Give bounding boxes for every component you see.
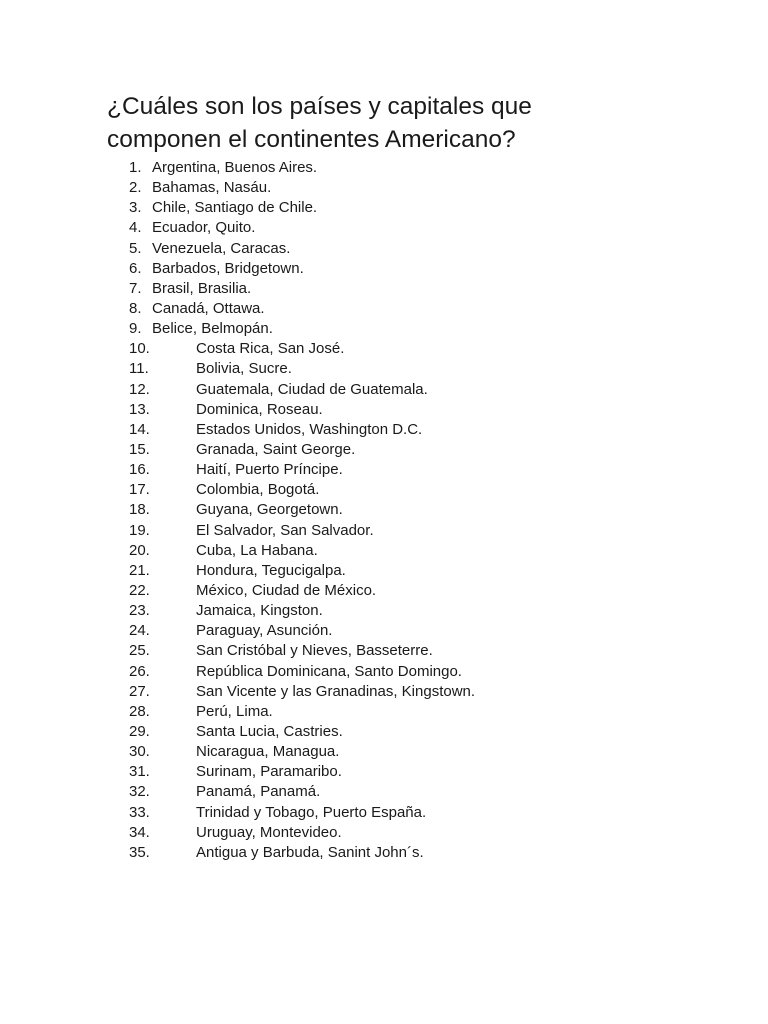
list-item-text: Hondura, Tegucigalpa. [196, 561, 346, 579]
list-item-text: San Vicente y las Granadinas, Kingstown. [196, 682, 476, 700]
list-item-number: 22. [129, 581, 150, 599]
list-item-text: Haití, Puerto Príncipe. [196, 461, 343, 479]
list-item-number: 15. [129, 440, 150, 458]
list-item-text: Paraguay, Asunción. [196, 622, 333, 640]
list-item [0, 440, 768, 460]
list-item-number: 14. [129, 420, 150, 438]
list-item-text: República Dominicana, Santo Domingo. [196, 662, 462, 680]
list-item-number: 28. [129, 702, 150, 720]
list-item-text: Belice, Belmopán. [152, 320, 273, 338]
list-item-number: 21. [129, 561, 150, 579]
title-line-1: ¿Cuáles son los países y capitales que [107, 93, 532, 120]
list-item [0, 581, 768, 601]
list-item-text: El Salvador, San Salvador. [196, 521, 374, 539]
list-item [0, 682, 768, 702]
list-item-number: 1. [129, 159, 142, 176]
list-item-text: Colombia, Bogotá. [196, 481, 320, 499]
list-item-number: 25. [129, 642, 150, 660]
list-item-number: 31. [129, 763, 150, 781]
list-item [0, 702, 768, 722]
list-item [0, 218, 768, 238]
list-item [0, 662, 768, 682]
list-item-number: 10. [129, 340, 150, 358]
list-item-text: Trinidad y Tobago, Puerto España. [196, 803, 427, 821]
list-item [0, 239, 768, 259]
title-line-2: componen el continentes Americano? [107, 126, 516, 153]
list-item [0, 299, 768, 319]
list-item-text: Perú, Lima. [196, 702, 273, 720]
list-item [0, 178, 768, 198]
list-item [0, 339, 768, 359]
list-item-text: Canadá, Ottawa. [152, 299, 265, 317]
list-item [0, 198, 768, 218]
list-item-number: 9. [129, 320, 142, 338]
list-item-number: 5. [129, 239, 142, 257]
list-item-text: Uruguay, Montevideo. [196, 823, 342, 841]
list-item-number: 24. [129, 622, 150, 640]
list-item-number: 32. [129, 783, 150, 801]
list-item-text: Antigua y Barbuda, Sanint John´s. [196, 843, 424, 861]
list-item-number: 7. [129, 279, 142, 297]
list-item-number: 34. [129, 823, 150, 841]
list-item [0, 762, 768, 782]
list-item-text: Granada, Saint George. [196, 440, 356, 458]
document-title [107, 90, 727, 156]
list-item [0, 621, 768, 641]
list-item [0, 420, 768, 440]
list-item [0, 803, 768, 823]
list-item-text: Bahamas, Nasáu. [152, 179, 272, 197]
list-item [0, 259, 768, 279]
list-item-number: 2. [129, 179, 142, 197]
list-item-text: Panamá, Panamá. [196, 783, 321, 801]
list-item [0, 641, 768, 661]
list-item-text: Barbados, Bridgetown. [152, 259, 304, 277]
list-item-number: 23. [129, 602, 150, 620]
list-item [0, 823, 768, 843]
list-item-number: 33. [129, 803, 150, 821]
list-item-number: 27. [129, 682, 150, 700]
list-item [0, 541, 768, 561]
list-item-text: Chile, Santiago de Chile. [152, 199, 318, 217]
list-item [0, 500, 768, 520]
list-item [0, 601, 768, 621]
list-item-text: San Cristóbal y Nieves, Basseterre. [196, 642, 433, 660]
list-item-text: Guatemala, Ciudad de Guatemala. [196, 380, 428, 398]
list-item-number: 17. [129, 481, 150, 499]
list-item-text: Nicaragua, Managua. [196, 743, 340, 761]
list-item-number: 20. [129, 541, 150, 559]
list-item-text: Estados Unidos, Washington D.C. [196, 420, 423, 438]
list-item-number: 6. [129, 259, 142, 277]
list-item-number: 4. [129, 219, 142, 237]
list-item-text: Ecuador, Quito. [152, 219, 256, 237]
list-item [0, 561, 768, 581]
list-item-number: 8. [129, 299, 142, 317]
list-item-number: 11. [129, 360, 149, 378]
list-item-text: Costa Rica, San José. [196, 340, 345, 358]
list-item-text: Santa Lucia, Castries. [196, 722, 343, 740]
list-item-text: Brasil, Brasilia. [152, 279, 252, 297]
list-item [0, 158, 768, 178]
list-item [0, 279, 768, 299]
list-item [0, 782, 768, 802]
list-item-number: 26. [129, 662, 150, 680]
list-item-number: 30. [129, 743, 150, 761]
list-item-text: Surinam, Paramaribo. [196, 763, 342, 781]
list-item [0, 400, 768, 420]
list-item-number: 12. [129, 380, 150, 398]
list-item-text: Bolivia, Sucre. [196, 360, 292, 378]
list-item [0, 742, 768, 762]
list-item [0, 480, 768, 500]
list-item-number: 3. [129, 199, 142, 217]
list-item [0, 359, 768, 379]
list-item-number: 19. [129, 521, 150, 539]
list-item-number: 13. [129, 400, 150, 418]
list-item [0, 521, 768, 541]
list-item [0, 843, 768, 863]
list-item-number: 35. [129, 843, 150, 861]
list-item-text: México, Ciudad de México. [196, 581, 377, 599]
list-item-number: 29. [129, 722, 150, 740]
list-item-text: Guyana, Georgetown. [196, 501, 343, 519]
list-item-number: 16. [129, 461, 150, 479]
list-item-text: Argentina, Buenos Aires. [152, 159, 318, 176]
list-item-number: 18. [129, 501, 150, 519]
list-item-text: Jamaica, Kingston. [196, 602, 323, 620]
list-item [0, 319, 768, 339]
list-item [0, 380, 768, 400]
country-capital-list [0, 158, 768, 863]
list-item-text: Venezuela, Caracas. [152, 239, 291, 257]
list-item [0, 722, 768, 742]
list-item [0, 460, 768, 480]
list-item-text: Cuba, La Habana. [196, 541, 318, 559]
list-item-text: Dominica, Roseau. [196, 400, 323, 418]
